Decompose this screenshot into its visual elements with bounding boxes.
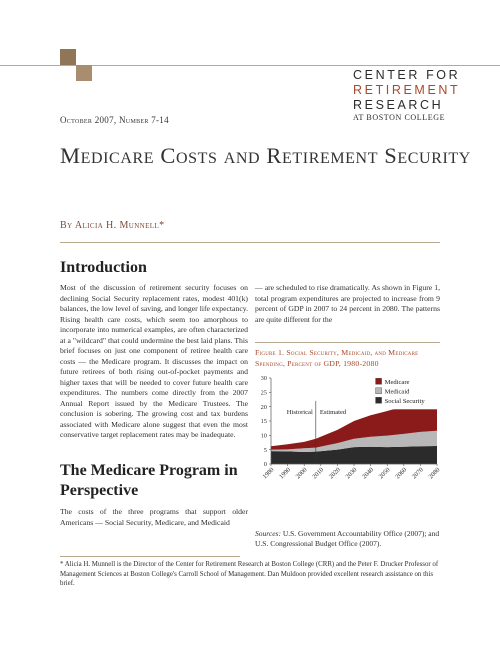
legend-swatch xyxy=(376,378,382,384)
y-tick-label: 30 xyxy=(260,375,267,383)
x-tick-label: 2060 xyxy=(394,466,409,481)
y-tick-label: 5 xyxy=(263,446,267,454)
issue-date: October 2007, Number 7-14 xyxy=(60,115,169,125)
legend-label: Social Security xyxy=(384,397,425,405)
logo-square-bottom xyxy=(76,65,92,81)
source-text: U.S. Government Accountability Office (2007); and U.S. Congressional Budget Office (2007). xyxy=(255,529,440,548)
x-tick-label: 2010 xyxy=(311,466,326,481)
x-tick-label: 2000 xyxy=(294,466,309,481)
intro-continuation: — are scheduled to rise dramatically. As shown in Figure 1, total program expenditures are projected to increase from 9 percent of GDP in 2007 to 24 percent in 2080. The patterns are quite different for the xyxy=(255,283,440,324)
legend-swatch xyxy=(376,397,382,403)
author-byline: By Alicia H. Munnell* xyxy=(60,220,165,231)
annotation-estimated: Estimated xyxy=(319,409,347,417)
x-tick-label: 2030 xyxy=(344,466,359,481)
brief-title: Medicare Costs and Retirement Security xyxy=(60,143,471,168)
figure-rule xyxy=(255,342,440,343)
legend-label: Medicare xyxy=(384,378,410,386)
figure-title: Figure 1. Social Security, Medicaid, and Medicare Spending, Percent of GDP, 1980-2080 xyxy=(255,348,419,368)
x-tick-label: 2070 xyxy=(410,466,425,481)
x-tick-label: 2050 xyxy=(377,466,392,481)
y-tick-label: 10 xyxy=(260,432,267,440)
footnote-rule xyxy=(60,556,240,557)
legend-swatch xyxy=(376,388,382,394)
legend-label: Medicaid xyxy=(384,388,410,396)
program-paragraph: The costs of the three programs that support older Americans — Social Security, Medicare, and Medicaid xyxy=(60,507,248,527)
y-tick-label: 20 xyxy=(260,403,267,411)
y-tick-label: 15 xyxy=(260,418,267,426)
x-tick-label: 2080 xyxy=(427,466,442,481)
intro-paragraph: Most of the discussion of retirement security focuses on declining Social Security replacement rates, modest 401(k) balances, the low level of saving, and longer life expectancy. Rising health care costs, which seem too amorphous to incorporate into numerical examples, are often characterized at a "wildcard" that could undermine the best laid plans. This brief focuses on just one component of retiree health care costs — the Medicare program. It discusses the impact on future retirees of both rising out-of-pocket payments and higher taxes that will be needed to cover future health care expenditures. The numbers come directly from the 2007 Annual Report issued by the Medicare Trustees. The conclusion is sobering. The growing cost and tax burdens associated with Medicare alone suggest that even the most conservative target replacement rates may be inadequate. xyxy=(60,283,248,439)
x-tick-label: 1980 xyxy=(261,466,276,481)
source-label: Sources: xyxy=(255,529,281,538)
y-tick-label: 25 xyxy=(260,389,267,397)
logo-line-2: RETIREMENT xyxy=(353,83,461,97)
x-tick-label: 2040 xyxy=(361,466,376,481)
x-tick-label: 1990 xyxy=(278,466,293,481)
x-tick-label: 2020 xyxy=(327,466,342,481)
annotation-historical: Historical xyxy=(286,409,313,417)
intro-heading: Introduction xyxy=(60,259,147,276)
byline-rule xyxy=(60,242,440,243)
spending-chart xyxy=(255,370,445,520)
header-rule xyxy=(0,65,500,66)
author-footnote: * Alicia H. Munnell is the Director of the Center for Retirement Research at Boston College (CRR) and the Peter F. Drucker Professor of Management Sciences at Boston College's Carroll School of Management. Dan Muldoon provided excellent research assistance on this brief. xyxy=(60,561,439,587)
logo-line-1: CENTER FOR xyxy=(353,68,461,82)
program-heading: The Medicare Program in Perspective xyxy=(60,462,238,499)
crr-logo xyxy=(353,68,460,122)
logo-line-3: RESEARCH xyxy=(353,98,444,112)
logo-square-top xyxy=(60,49,76,65)
figure-source xyxy=(255,529,440,549)
y-tick-label: 0 xyxy=(263,461,267,469)
logo-line-4: AT BOSTON COLLEGE xyxy=(353,113,446,122)
